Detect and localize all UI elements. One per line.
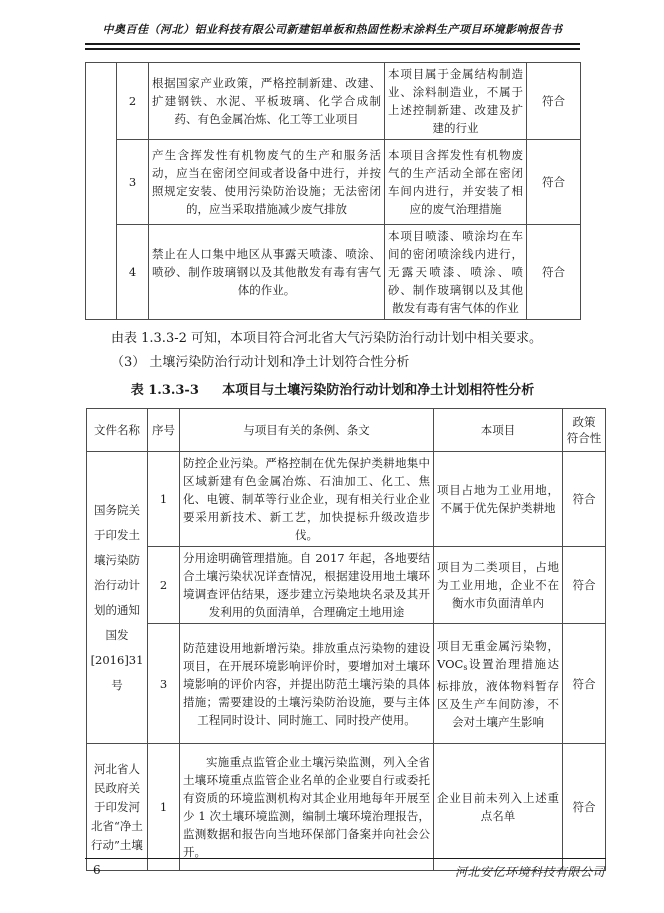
table-row: [86, 225, 581, 320]
table-row: [87, 744, 606, 871]
doc-name-cell: [87, 744, 148, 871]
conformity-cell: 符合: [527, 140, 581, 225]
air-pollution-plan-table: [85, 62, 581, 320]
table-row: [86, 140, 581, 225]
doc-name-line: 国务院关于印发土壤污染防治行动计划的通知: [94, 502, 140, 617]
table-row: [87, 624, 606, 744]
table-header-row: [87, 409, 606, 452]
clause-cell: 根据国家产业政策，严格控制新建、改建、扩建钢铁、水泥、平板玻璃、化学合成制药、有色金属冶炼、化工等工业项目: [149, 63, 385, 140]
table-caption-title: 本项目与土壤污染防治行动计划和净土计划相符性分析: [222, 383, 535, 398]
row-number: 2: [117, 63, 149, 140]
clause-cell: 产生含挥发性有机物废气的生产和服务活动，应当在密闭空间或者设备中进行，并按照规定安装、使用污染防治设施；无法密闭的，应当采取措施减少废气排放: [149, 140, 385, 225]
header-clause: 与项目有关的条例、条文: [180, 409, 434, 452]
table-row: [87, 452, 606, 547]
table-caption: [61, 382, 604, 400]
doc-name-cell: [87, 452, 148, 744]
project-text: 项目无重金属污染物，VOC: [437, 638, 559, 671]
row-number: 1: [148, 744, 180, 871]
doc-name-line: 国发: [105, 627, 129, 642]
conformity-cell: 符合: [563, 547, 606, 624]
row-number: 4: [117, 225, 149, 320]
conclusion-paragraph: 由表 1.3.3-2 可知，本项目符合河北省大气污染防治行动计划中相关要求。: [111, 331, 543, 346]
project-cell: 项目占地为工业用地，不属于优先保护类耕地: [434, 452, 563, 547]
header-doc-name: 文件名称: [87, 409, 148, 452]
footer-company-name: 河北安亿环境科技有限公司: [454, 865, 605, 879]
header-double-rule: [85, 43, 580, 50]
conformity-cell: 符合: [527, 225, 581, 320]
header-project: 本项目: [434, 409, 563, 452]
footer-rule: [85, 858, 606, 859]
project-cell: 企业目前未列入上述重点名单: [434, 744, 563, 871]
header-policy-conformity: [563, 409, 606, 452]
project-text: 设置治理措施达标排放，液体物料暂存区及生产车间防渗，不会对土壤产生影响: [437, 656, 559, 729]
clause-cell: 禁止在人口集中地区从事露天喷漆、喷涂、喷砂、制作玻璃钢以及其他散发有毒有害气体的作业。: [149, 225, 385, 320]
row-number: 2: [148, 547, 180, 624]
clause-cell: 防控企业污染。严格控制在优先保护类耕地集中区域新建有色金属冶炼、石油加工、化工、焦化、电镀、制革等行业企业，现有相关行业企业要采用新技术、新工艺，加快提标升级改造步伐。: [180, 452, 434, 547]
row-number: 3: [148, 624, 180, 744]
header-policy-line1: 政策: [572, 415, 596, 429]
conformity-cell: 符合: [527, 63, 581, 140]
soil-pollution-plan-table: [86, 408, 606, 871]
header-row-number: 序号: [148, 409, 180, 452]
doc-name-empty-cell: [86, 63, 117, 320]
project-cell: 本项目含挥发性有机物废气的生产活动全部在密闭车间内进行，并安装了相应的废气治理措施: [385, 140, 527, 225]
doc-name-line: 河北省人民政府关于印发河北省“净土行动”土壤: [91, 761, 143, 852]
row-number: 1: [148, 452, 180, 547]
project-cell: [434, 624, 563, 744]
doc-name-line: 号: [111, 677, 123, 692]
page-footer: [85, 858, 605, 880]
page-header-title: 中奥百佳（河北）铝业科技有限公司新建铝单板和热固性粉末涂料生产项目环境影响报告书: [102, 23, 563, 36]
project-cell: 本项目喷漆、喷涂均在车间的密闭喷涂线内进行，无露天喷漆、喷涂、喷砂、制作玻璃钢以及其他散发有毒有害气体的作业: [385, 225, 527, 320]
section-heading: （3） 土壤污染防治行动计划和净土计划符合性分析: [111, 355, 410, 370]
table-row: [86, 63, 581, 140]
table-row: [87, 547, 606, 624]
conformity-cell: 符合: [563, 744, 606, 871]
row-number: 3: [117, 140, 149, 225]
voc-subscript: s: [463, 662, 468, 672]
project-cell: 项目为二类项目，占地为工业用地，企业不在衡水市负面清单内: [434, 547, 563, 624]
project-cell: 本项目属于金属结构制造业、涂料制造业，不属于上述控制新建、改建及扩建的行业: [385, 63, 527, 140]
doc-name-line: [2016]31: [90, 652, 144, 667]
header-policy-line2: 符合性: [566, 431, 602, 445]
clause-cell: 分用途明确管理措施。自 2017 年起，各地要结合土壤污染状况详查情况，根据建设用地土壤环境调查评估结果，逐步建立污染地块名录及其开发利用的负面清单，合理确定土地用途: [180, 547, 434, 624]
clause-cell: 防范建设用地新增污染。排放重点污染物的建设项目，在开展环境影响评价时，要增加对土壤环境影响的评价内容，并提出防范土壤污染的具体措施；需要建设的土壤污染防治设施，要与主体工程同时设计、同时施工、同时投产使用。: [180, 624, 434, 744]
table-caption-label: 表 1.3.3-3: [130, 383, 199, 398]
page-number: 6: [93, 863, 101, 877]
clause-cell: 实施重点监管企业土壤污染监测，列入全省土壤环境重点监管企业名单的企业要自行或委托有资质的环境监测机构对其企业用地每年开展至少 1 次土壤环境监测，编制土壤环境治理报告，监测数据和报告向当地环保部门备案并向社会公开。: [180, 744, 434, 871]
conformity-cell: 符合: [563, 624, 606, 744]
conformity-cell: 符合: [563, 452, 606, 547]
